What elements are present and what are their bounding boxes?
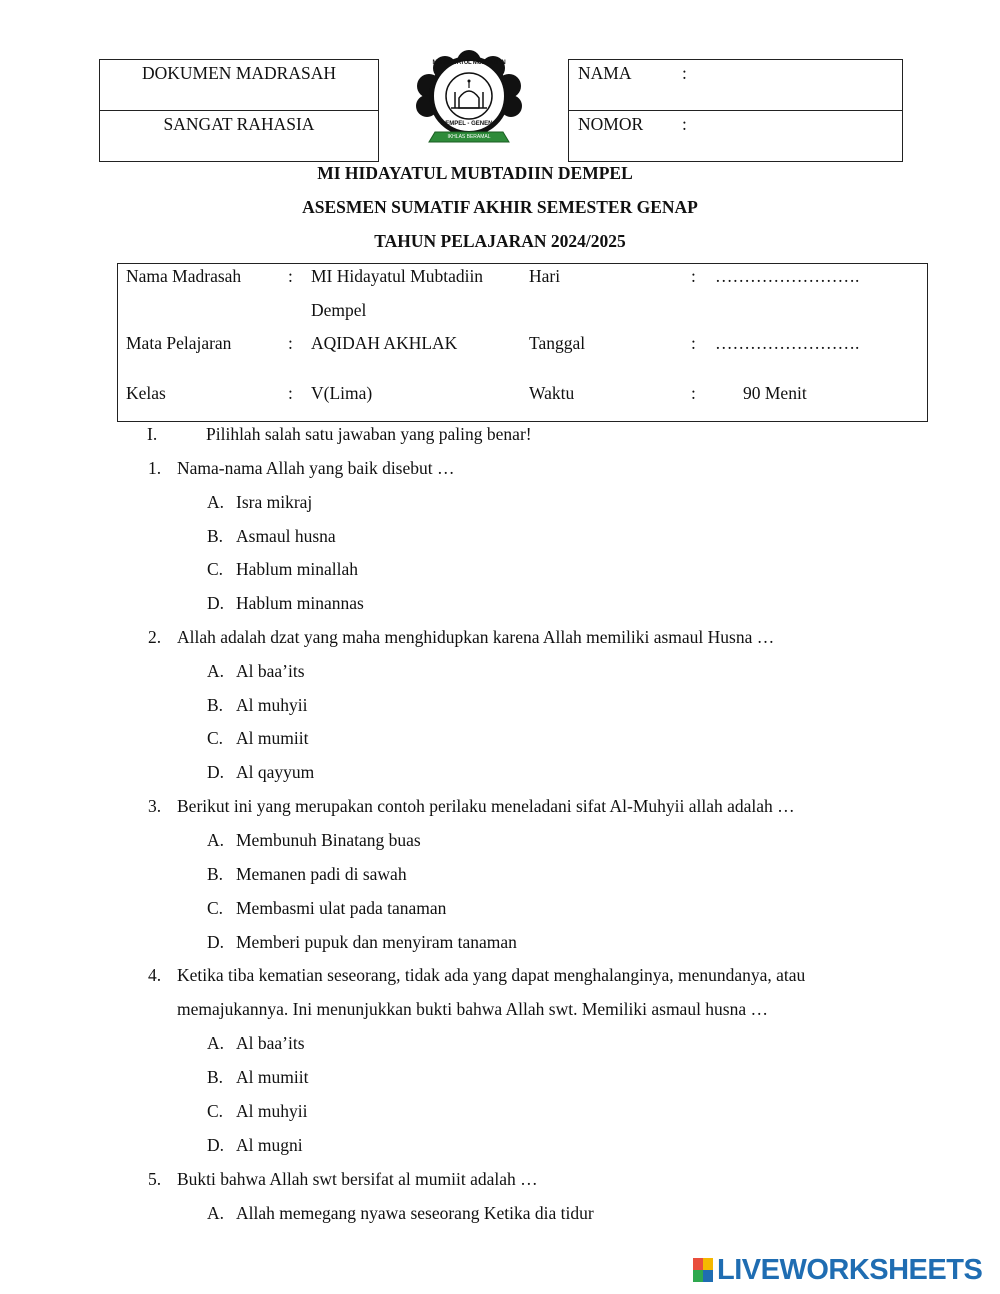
question-text-continued: memajukannya. Ini menunjukkan bukti bahwa Allah swt. Memiliki asmaul husna … <box>177 999 769 1019</box>
madrasah-value-line2: Dempel <box>311 300 367 320</box>
header-left-divider <box>100 110 378 111</box>
option-text[interactable]: Al muhyii <box>236 1101 308 1121</box>
option-text[interactable]: Memberi pupuk dan menyiram tanaman <box>236 932 517 952</box>
school-title: MI HIDAYATUL MUBTADIIN DEMPEL <box>317 163 633 183</box>
name-label: NAMA <box>578 63 632 83</box>
option-label: D. <box>207 1135 225 1155</box>
logo-ring-text-top: MI HIDAYATUL MUBTADI'IN <box>432 60 506 66</box>
class-value: V(Lima) <box>311 383 373 403</box>
date-colon: : <box>691 333 696 353</box>
option-label: B. <box>207 864 224 884</box>
option-label: C. <box>207 559 224 579</box>
option-label: C. <box>207 1101 224 1121</box>
madrasah-label: Nama Madrasah <box>126 266 242 286</box>
option-text[interactable]: Hablum minannas <box>236 593 364 613</box>
option-text[interactable]: Al mugni <box>236 1135 303 1155</box>
class-label: Kelas <box>126 383 166 403</box>
question-text: Nama-nama Allah yang baik disebut … <box>177 458 455 478</box>
option-text[interactable]: Membunuh Binatang buas <box>236 830 421 850</box>
name-colon: : <box>682 63 687 83</box>
subject-value: AQIDAH AKHLAK <box>311 333 458 353</box>
option-text[interactable]: Al qayyum <box>236 762 315 782</box>
day-value: ……………………. <box>715 266 860 286</box>
option-label: A. <box>207 492 225 512</box>
option-label: A. <box>207 830 225 850</box>
time-value: 90 Menit <box>743 383 807 403</box>
exam-info-table <box>117 263 928 422</box>
option-text[interactable]: Allah memegang nyawa seseorang Ketika dia tidur <box>236 1203 594 1223</box>
option-text[interactable]: Isra mikraj <box>236 492 313 512</box>
option-label: D. <box>207 593 225 613</box>
option-label: C. <box>207 728 224 748</box>
option-label: B. <box>207 1067 224 1087</box>
option-label: A. <box>207 661 225 681</box>
question-number: 5. <box>148 1169 162 1189</box>
question-text: Allah adalah dzat yang maha menghidupkan karena Allah memiliki asmaul Husna … <box>177 627 775 647</box>
header-left-box <box>99 59 379 162</box>
logo-ribbon-text: IKHLAS BERAMAL <box>447 134 491 140</box>
confidential-label: SANGAT RAHASIA <box>163 114 315 134</box>
option-label: D. <box>207 932 225 952</box>
day-label: Hari <box>529 266 561 286</box>
option-label: D. <box>207 762 225 782</box>
subject-label: Mata Pelajaran <box>126 333 232 353</box>
question-text: Ketika tiba kematian seseorang, tidak ada yang dapat menghalanginya, menundanya, atau <box>177 965 806 985</box>
option-text[interactable]: Al baa’its <box>236 1033 305 1053</box>
option-label: A. <box>207 1033 225 1053</box>
option-label: B. <box>207 526 224 546</box>
exam-title: ASESMEN SUMATIF AKHIR SEMESTER GENAP <box>302 197 698 217</box>
option-text[interactable]: Al baa’its <box>236 661 305 681</box>
question-number: 1. <box>148 458 162 478</box>
time-label: Waktu <box>529 383 575 403</box>
madrasah-colon: : <box>288 266 293 286</box>
option-label: A. <box>207 1203 225 1223</box>
section-instruction: Pilihlah salah satu jawaban yang paling benar! <box>206 424 532 444</box>
document-label: DOKUMEN MADRASAH <box>142 63 336 83</box>
option-text[interactable]: Hablum minallah <box>236 559 358 579</box>
option-text[interactable]: Membasmi ulat pada tanaman <box>236 898 447 918</box>
liveworksheets-badge-icon <box>693 1258 713 1282</box>
option-label: B. <box>207 695 224 715</box>
option-text[interactable]: Asmaul husna <box>236 526 336 546</box>
logo-ring-text-bottom: DEMPEL - GENENG <box>440 121 498 127</box>
option-label: C. <box>207 898 224 918</box>
question-number: 3. <box>148 796 162 816</box>
question-text: Bukti bahwa Allah swt bersifat al mumiit adalah … <box>177 1169 538 1189</box>
school-logo <box>405 48 533 148</box>
section-numeral: I. <box>147 424 158 444</box>
subject-colon: : <box>288 333 293 353</box>
date-label: Tanggal <box>529 333 586 353</box>
option-text[interactable]: Al mumiit <box>236 1067 309 1087</box>
year-title: TAHUN PELAJARAN 2024/2025 <box>374 231 626 251</box>
header-right-divider <box>569 110 902 111</box>
option-text[interactable]: Al muhyii <box>236 695 308 715</box>
question-number: 2. <box>148 627 162 647</box>
option-text[interactable]: Memanen padi di sawah <box>236 864 407 884</box>
liveworksheets-watermark <box>693 1255 982 1285</box>
option-text[interactable]: Al mumiit <box>236 728 309 748</box>
date-value: ……………………. <box>715 333 860 353</box>
number-colon: : <box>682 114 687 134</box>
header-right-box <box>568 59 903 162</box>
question-text: Berikut ini yang merupakan contoh perilaku meneladani sifat Al-Muhyii allah adalah … <box>177 796 795 816</box>
number-label: NOMOR <box>578 114 644 134</box>
time-colon: : <box>691 383 696 403</box>
class-colon: : <box>288 383 293 403</box>
madrasah-value-line1: MI Hidayatul Mubtadiin <box>311 266 484 286</box>
liveworksheets-text: LIVEWORKSHEETS <box>717 1253 983 1286</box>
day-colon: : <box>691 266 696 286</box>
question-number: 4. <box>148 965 162 985</box>
